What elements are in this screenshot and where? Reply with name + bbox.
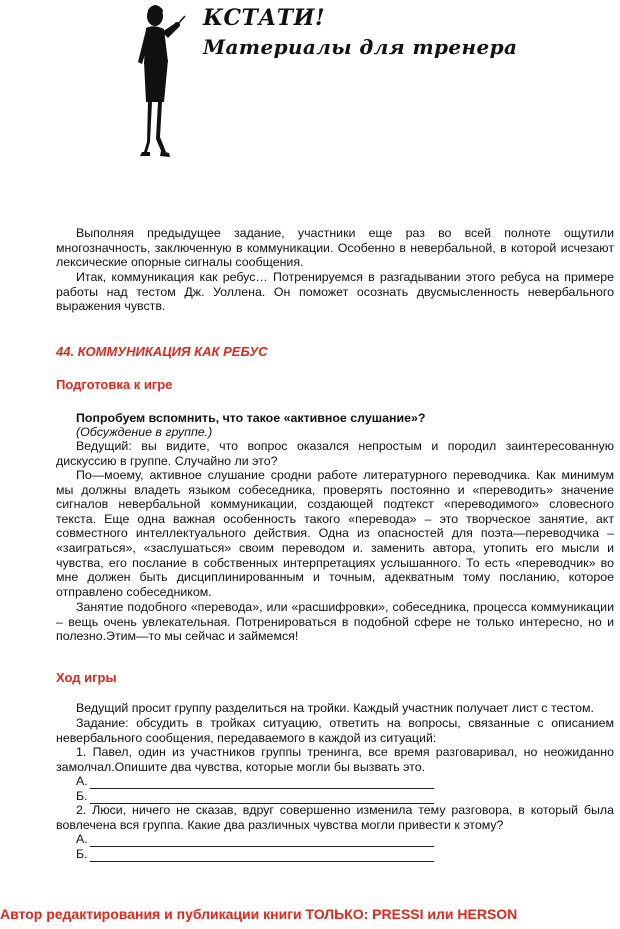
- answer-line-a-2[interactable]: [76, 832, 434, 847]
- answer-blank[interactable]: [90, 777, 434, 789]
- preparation-paragraph-2: По—моему, активное слушание сродни работе литературного переводчика. Как минимум мы должны владеть языком собеседника, проверять постоянно и «переводить» значение сигналов невербальной коммуникации, создающей подтекст «переводимого» словесного текста. Еще одна важная особенность такого «перевода» – это творческое занятие, акт совместного интеллектуального действия. Одна из опасностей для поэта—переводчика – «заиграться», «заслушаться» своим переводом и. заменить автора, утопить его мысли и чувства, его послание в собственных интерпретациях услышанного. То есть «переводчик» во мне должен быть дисциплинированным и точным, адекватным тому посланию, которое отправлено собеседником.: [56, 468, 614, 599]
- preparation-note: (Обсуждение в группе.): [76, 425, 213, 439]
- banner-subtitle: Материалы для тренера: [203, 35, 518, 59]
- answer-label-a: А.: [76, 774, 88, 788]
- answer-label-a: А.: [76, 832, 88, 846]
- answer-label-b: Б.: [76, 847, 88, 861]
- answer-label-b: Б.: [76, 789, 88, 803]
- preparation-paragraph-3: Занятие подобного «перевода», или «расшифровки», собеседника, процесса коммуникации – вещь очень увлекательная. Потренироваться в подобной сфере не только интересно, но и полезно.Этим—то мы сейчас и займемся!: [56, 600, 614, 644]
- preparation-paragraph-1: Ведущий: вы видите, что вопрос оказался непростым и породил заинтересованную дискуссию в группе. Случайно ли это?: [56, 439, 614, 468]
- answer-line-b-1[interactable]: [76, 789, 434, 804]
- intro-paragraph-1: Выполняя предыдущее задание, участники еще раз во всей полноте ощутили многозначность, заключенную в коммуникации. Особенно в невербальной, в которой исчезают лексические опорные сигналы сообщения.: [56, 226, 614, 270]
- woman-silhouette-illustration: [128, 2, 198, 162]
- gameplay-paragraph-1: Ведущий просит группу разделиться на тройки. Каждый участник получает лист с тестом.: [76, 701, 594, 715]
- answer-blank[interactable]: [90, 835, 434, 847]
- answer-line-a-1[interactable]: [76, 774, 434, 789]
- header-banner: [0, 0, 620, 180]
- gameplay-heading: Ход игры: [56, 670, 117, 685]
- preparation-heading: Подготовка к игре: [56, 377, 173, 392]
- banner-title: КСТАТИ!: [203, 5, 326, 31]
- exercise-title: 44. КОММУНИКАЦИЯ КАК РЕБУС: [56, 344, 268, 359]
- preparation-question: Попробуем вспомнить, что такое «активное слушание»?: [76, 411, 426, 425]
- gameplay-paragraph-2: Задание: обсудить в тройках ситуацию, ответить на вопросы, связанные с описанием невербального сообщения, передаваемого в каждой из ситуаций:: [56, 716, 614, 745]
- answer-blank[interactable]: [90, 792, 434, 804]
- situation-2: 2. Люси, ничего не сказав, вдруг совершенно изменила тему разговора, в который была вовлечена вся группа. Какие два различных чувства могли привести к этому?: [56, 803, 614, 832]
- intro-paragraph-2: Итак, коммуникация как ребус… Потренируемся в разгадывании этого ребуса на примере работы над тестом Дж. Уоллена. Он поможет осознать двусмысленность невербального выражения чувств.: [56, 270, 614, 314]
- situation-1: 1. Павел, один из участников группы тренинга, все время разговаривал, но неожиданно замолчал.Опишите два чувства, которые могли бы вызвать это.: [56, 745, 614, 774]
- answer-line-b-2[interactable]: [76, 847, 434, 862]
- footer-credit: Автор редактирования и публикации книги ТОЛЬКО: PRESSI или HERSON: [0, 906, 518, 922]
- answer-blank[interactable]: [90, 850, 434, 862]
